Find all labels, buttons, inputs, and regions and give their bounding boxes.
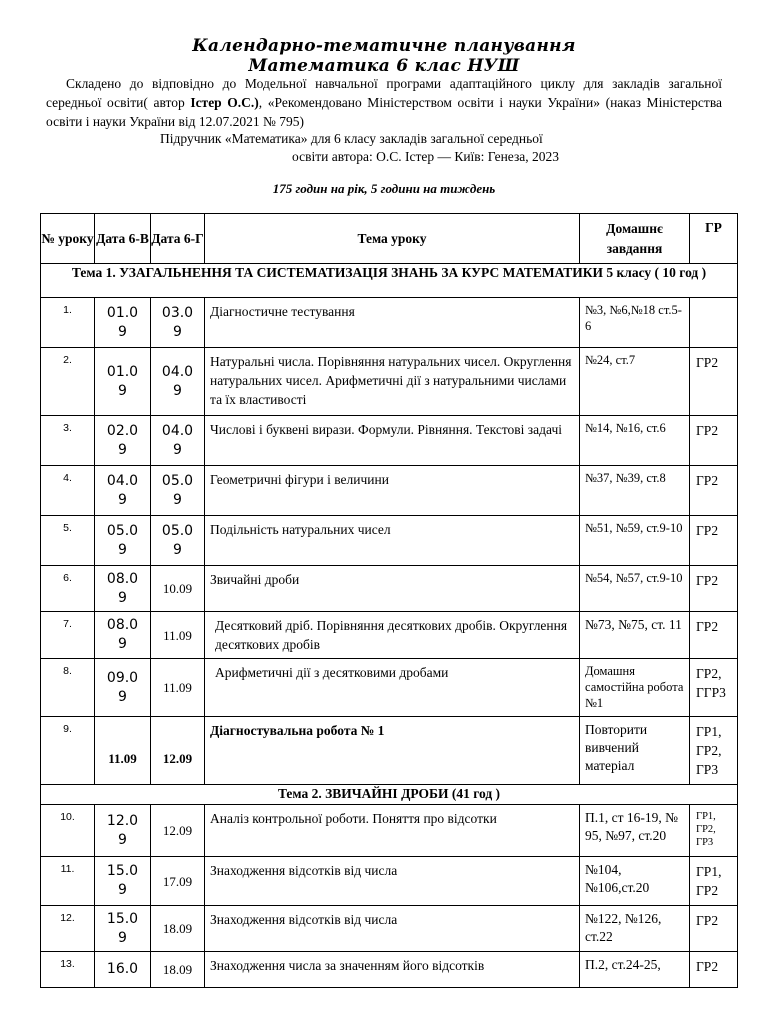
header-lesson-number: № уроку bbox=[41, 214, 95, 264]
cell-number: 12. bbox=[41, 906, 95, 952]
header-date-6b: Дата 6-В bbox=[95, 214, 151, 264]
cell-date-6g: 12.09 bbox=[151, 805, 205, 857]
cell-date-6g: 18.09 bbox=[151, 906, 205, 952]
cell-topic: Подільність натуральних чисел bbox=[205, 516, 580, 566]
cell-date-6g: 10.09 bbox=[151, 566, 205, 612]
cell-number: 2. bbox=[41, 348, 95, 416]
intro-text-a: Складено до відповідно до Модельної навчальної програми адаптаційного циклу для закладів загальної середньої освіти( автор bbox=[46, 76, 722, 110]
section-title-1: Тема 1. УЗАГАЛЬНЕННЯ ТА СИСТЕМАТИЗАЦІЯ ЗНАНЬ ЗА КУРС МАТЕМАТИКИ 5 класу ( 10 год ) bbox=[41, 264, 738, 298]
cell-homework: №104, №106,ст.20 bbox=[580, 857, 690, 906]
cell-homework: №37, №39, ст.8 bbox=[580, 466, 690, 516]
cell-homework: №14, №16, ст.6 bbox=[580, 416, 690, 466]
table-row bbox=[41, 717, 738, 785]
cell-gr: ГР2, ГГР3 bbox=[690, 659, 738, 717]
cell-date-6b: 08.09 bbox=[95, 612, 151, 659]
cell-date-6b: 04.09 bbox=[95, 466, 151, 516]
lesson-plan-table bbox=[40, 213, 738, 988]
cell-topic: Натуральні числа. Порівняння натуральних чисел. Округлення натуральних чисел. Арифметичні дії з натуральними числами та їх властивості bbox=[205, 348, 580, 416]
cell-homework: №24, ст.7 bbox=[580, 348, 690, 416]
cell-date-6g: 03.09 bbox=[151, 298, 205, 348]
cell-topic: Десятковий дріб. Порівняння десяткових дробів. Округлення десяткових дробів bbox=[205, 612, 580, 659]
cell-date-6b: 16.0 bbox=[95, 952, 151, 988]
table-row bbox=[41, 466, 738, 516]
cell-date-6b: 08.09 bbox=[95, 566, 151, 612]
cell-date-6b: 12.09 bbox=[95, 805, 151, 857]
cell-topic: Числові і буквені вирази. Формули. Рівняння. Текстові задачі bbox=[205, 416, 580, 466]
cell-topic: Знаходження відсотків від числа bbox=[205, 906, 580, 952]
cell-gr: ГР2 bbox=[690, 416, 738, 466]
cell-number: 6. bbox=[41, 566, 95, 612]
document-title: Календарно-тематичне планування bbox=[192, 36, 576, 56]
cell-number: 13. bbox=[41, 952, 95, 988]
cell-number: 1. bbox=[41, 298, 95, 348]
cell-date-6g: 18.09 bbox=[151, 952, 205, 988]
cell-date-6b: 15.09 bbox=[95, 906, 151, 952]
intro-text-b: , «Рекомендовано Міністерством освіти і науки України» (наказ Міністерства освіти і науки України від 12.07.2021 № 795) bbox=[46, 95, 723, 129]
table-row bbox=[41, 857, 738, 906]
cell-date-6g: 17.09 bbox=[151, 857, 205, 906]
textbook-line-1: Підручник «Математика» для 6 класу закладів загальної середньої bbox=[160, 131, 543, 146]
table-row bbox=[41, 952, 738, 988]
hours-per-year: 175 годин на рік, 5 години на тиждень bbox=[272, 181, 496, 196]
cell-homework: Повторити вивчений матеріал bbox=[580, 717, 690, 785]
cell-homework: П.1, ст 16-19, № 95, №97, ст.20 bbox=[580, 805, 690, 857]
cell-homework: №122, №126, ст.22 bbox=[580, 906, 690, 952]
cell-date-6g: 05.09 bbox=[151, 516, 205, 566]
cell-gr: ГР1, ГР2 bbox=[690, 857, 738, 906]
cell-gr: ГР1, ГР2, ГР3 bbox=[690, 805, 738, 857]
table-row bbox=[41, 805, 738, 857]
cell-topic: Арифметичні дії з десятковими дробами bbox=[205, 659, 580, 717]
cell-number: 11. bbox=[41, 857, 95, 906]
cell-homework: Домашня самостійна робота №1 bbox=[580, 659, 690, 717]
cell-topic: Діагностувальна робота № 1 bbox=[205, 717, 580, 785]
table-row bbox=[41, 566, 738, 612]
cell-date-6b: 05.09 bbox=[95, 516, 151, 566]
cell-topic: Діагностичне тестування bbox=[205, 298, 580, 348]
section-row bbox=[41, 264, 738, 298]
cell-gr: ГР2 bbox=[690, 566, 738, 612]
section-row bbox=[41, 785, 738, 805]
cell-gr: ГР2 bbox=[690, 466, 738, 516]
section-title-2: Тема 2. ЗВИЧАЙНІ ДРОБИ (41 год ) bbox=[41, 785, 738, 805]
cell-number: 4. bbox=[41, 466, 95, 516]
cell-date-6b: 15.09 bbox=[95, 857, 151, 906]
table-row bbox=[41, 348, 738, 416]
cell-gr: ГР2 bbox=[690, 952, 738, 988]
cell-date-6g: 11.09 bbox=[151, 612, 205, 659]
cell-date-6g: 04.09 bbox=[151, 416, 205, 466]
cell-homework: №3, №6,№18 ст.5-6 bbox=[580, 298, 690, 348]
header-homework: Домашнє завдання bbox=[580, 214, 690, 264]
cell-topic: Геометричні фігури і величини bbox=[205, 466, 580, 516]
cell-number: 7. bbox=[41, 612, 95, 659]
intro-paragraph bbox=[46, 74, 722, 131]
cell-number: 9. bbox=[41, 717, 95, 785]
cell-homework: №54, №57, ст.9-10 bbox=[580, 566, 690, 612]
cell-topic: Знаходження числа за значенням його відсотків bbox=[205, 952, 580, 988]
cell-gr: ГР2 bbox=[690, 516, 738, 566]
header-topic: Тема уроку bbox=[205, 214, 580, 264]
cell-gr: ГР1, ГР2, ГР3 bbox=[690, 717, 738, 785]
cell-date-6b: 01.09 bbox=[95, 298, 151, 348]
cell-date-6b: 09.09 bbox=[95, 659, 151, 717]
cell-date-6g: 04.09 bbox=[151, 348, 205, 416]
cell-date-6b: 11.09 bbox=[95, 717, 151, 785]
cell-homework: П.2, ст.24-25, bbox=[580, 952, 690, 988]
table-row bbox=[41, 906, 738, 952]
cell-number: 8. bbox=[41, 659, 95, 717]
header-date-6g: Дата 6-Г bbox=[151, 214, 205, 264]
cell-homework: №51, №59, ст.9-10 bbox=[580, 516, 690, 566]
header-gr: ГР bbox=[690, 214, 738, 264]
table-row bbox=[41, 298, 738, 348]
cell-date-6b: 02.09 bbox=[95, 416, 151, 466]
cell-topic: Звичайні дроби bbox=[205, 566, 580, 612]
cell-number: 3. bbox=[41, 416, 95, 466]
cell-date-6b: 01.09 bbox=[95, 348, 151, 416]
table-row bbox=[41, 516, 738, 566]
cell-topic: Знаходження відсотків від числа bbox=[205, 857, 580, 906]
cell-date-6g: 05.09 bbox=[151, 466, 205, 516]
document-subtitle: Математика 6 клас НУШ bbox=[248, 56, 520, 76]
cell-gr: ГР2 bbox=[690, 906, 738, 952]
cell-homework: №73, №75, ст. 11 bbox=[580, 612, 690, 659]
table-row bbox=[41, 612, 738, 659]
cell-date-6g: 12.09 bbox=[151, 717, 205, 785]
cell-gr: ГР2 bbox=[690, 612, 738, 659]
cell-gr: ГР2 bbox=[690, 348, 738, 416]
cell-gr bbox=[690, 298, 738, 348]
cell-number: 5. bbox=[41, 516, 95, 566]
table-row bbox=[41, 416, 738, 466]
table-header-row bbox=[41, 214, 738, 264]
table-row bbox=[41, 659, 738, 717]
cell-date-6g: 11.09 bbox=[151, 659, 205, 717]
cell-topic: Аналіз контрольної роботи. Поняття про відсотки bbox=[205, 805, 580, 857]
textbook-line-2: освіти автора: О.С. Істер — Київ: Генеза, 2023 bbox=[292, 149, 560, 164]
intro-author: Істер О.С.) bbox=[190, 95, 259, 110]
cell-number: 10. bbox=[41, 805, 95, 857]
